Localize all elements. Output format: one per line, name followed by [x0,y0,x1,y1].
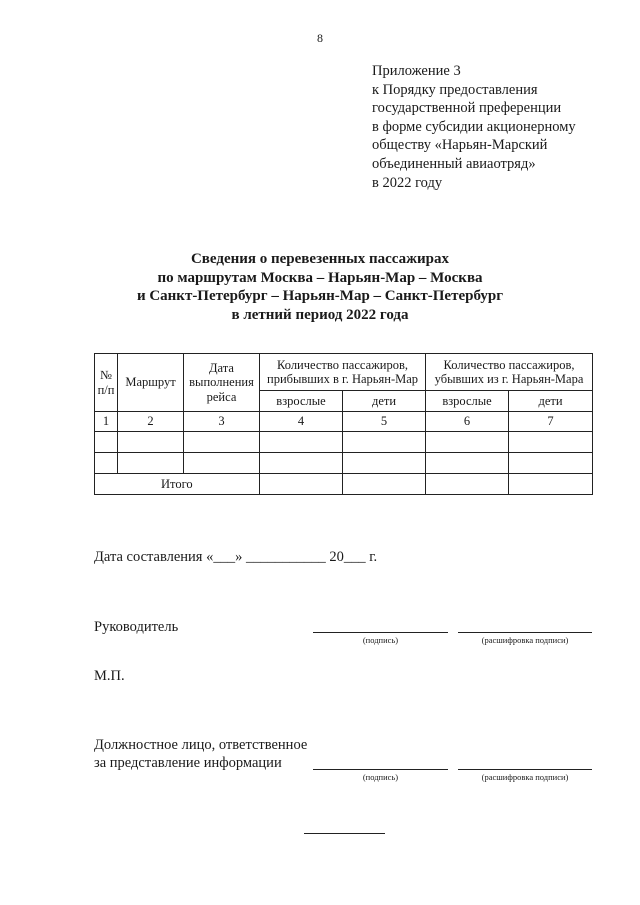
column-number: 6 [426,412,509,432]
table-cell [426,474,509,495]
header-number-line2: п/п [97,382,115,397]
header-departed-line1: Количество пассажиров, [443,357,575,372]
table-cell [118,453,184,474]
head-signature-caption: (подпись) [362,635,399,645]
responsible-line1: Должностное лицо, ответственное [94,737,308,753]
head-signature-line [313,632,448,633]
responsible-decoding-line [458,769,592,770]
header-route: Маршрут [118,354,184,412]
appendix-line: объединенный авиаотряд» [372,155,536,172]
header-date-line3: рейса [206,389,237,404]
head-decoding-caption: (расшифровка подписи) [481,635,569,645]
table-cell [118,432,184,453]
header-arrived-line1: Количество пассажиров, [277,357,408,372]
table-row [95,453,593,474]
title-line: в летний период 2022 года [231,306,409,323]
closing-divider-line [304,833,385,834]
column-number: 3 [184,412,260,432]
header-arrived [260,354,426,391]
table-cell [95,432,118,453]
table-cell [509,474,593,495]
table-cell [184,432,260,453]
header-departed-children: дети [509,391,593,412]
column-number: 2 [118,412,184,432]
title-line: по маршрутам Москва – Нарьян-Мар – Москва [157,269,483,286]
table-cell [343,453,426,474]
responsible-line2: за представление информации [94,755,282,771]
header-departed [426,354,593,391]
header-date-line1: Дата [209,360,234,375]
page-number: 8 [317,31,323,45]
table-cell [426,432,509,453]
passenger-table [94,353,593,495]
table-cell [509,453,593,474]
table-cell [343,432,426,453]
responsible-signature-line [313,769,448,770]
appendix-line: в форме субсидии акционерному [372,118,576,135]
table-cell [426,453,509,474]
table-cell [184,453,260,474]
appendix-reference [372,62,576,192]
head-label: Руководитель [94,619,179,635]
header-date-line2: выполнения [189,375,254,390]
column-number: 7 [509,412,593,432]
header-arrived-line2: прибывших в г. Нарьян-Мар [267,372,419,386]
table-cell [260,474,343,495]
column-number: 1 [95,412,118,432]
total-row [95,474,593,495]
header-arrived-adults: взрослые [260,391,343,412]
compilation-date: Дата составления «___» ___________ 20___ г. [94,549,378,565]
table-cell [95,453,118,474]
table-cell [509,432,593,453]
column-number: 5 [343,412,426,432]
appendix-line: к Порядку предоставления [372,81,538,98]
header-number-line1: № [100,368,112,382]
title-line: и Санкт-Петербург – Нарьян-Мар – Санкт-Петербург [136,288,504,304]
header-flight-date [184,354,260,412]
seal-label: М.П. [94,668,125,684]
table-cell [343,474,426,495]
table-row [95,432,593,453]
appendix-line: в 2022 году [372,174,443,191]
appendix-line: Приложение 3 [372,63,461,79]
appendix-line: государственной преференции [372,100,562,117]
header-departed-adults: взрослые [426,391,509,412]
document-title [0,250,640,324]
column-number: 4 [260,412,343,432]
title-line: Сведения о перевезенных пассажирах [190,251,450,267]
header-departed-line2: убывших из г. Нарьян-Мара [434,372,584,386]
column-number-row [95,412,593,432]
head-decoding-line [458,632,592,633]
appendix-line: обществу «Нарьян-Марский [372,137,548,154]
responsible-decoding-caption: (расшифровка подписи) [481,772,569,782]
header-number [95,354,118,412]
header-arrived-children: дети [343,391,426,412]
table-cell [260,432,343,453]
total-label: Итого [95,474,260,495]
responsible-signature-caption: (подпись) [362,772,399,782]
table-cell [260,453,343,474]
